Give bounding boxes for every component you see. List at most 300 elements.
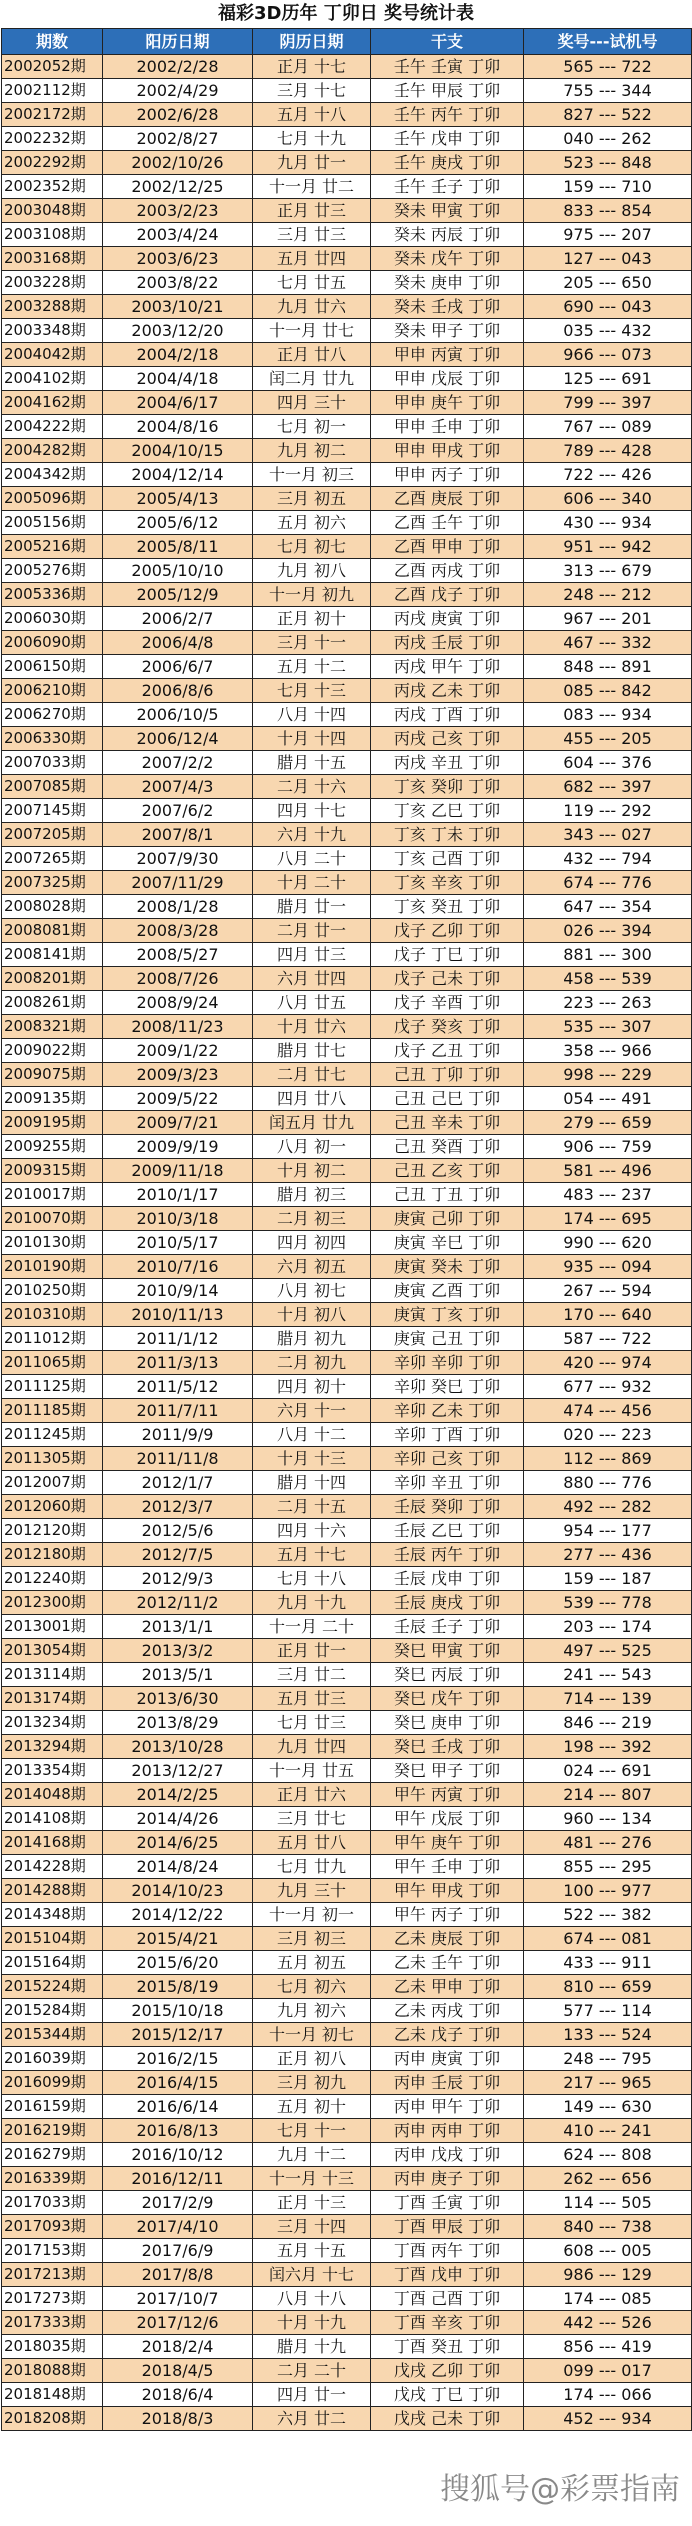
cell-ganzhi: 甲午 壬申 丁卯 [371, 1855, 524, 1879]
cell-numbers: 581 --- 496 [524, 1159, 692, 1183]
cell-lunar-date: 正月 初八 [253, 2047, 371, 2071]
cell-ganzhi: 丙戌 乙未 丁卯 [371, 679, 524, 703]
cell-solar-date: 2011/1/12 [103, 1327, 253, 1351]
table-row [2, 1159, 692, 1183]
cell-ganzhi: 甲申 丙子 丁卯 [371, 463, 524, 487]
cell-issue: 2010130期 [2, 1231, 103, 1255]
cell-lunar-date: 七月 廿九 [253, 1855, 371, 1879]
cell-lunar-date: 闰六月 十七 [253, 2263, 371, 2287]
cell-ganzhi: 丙申 甲午 丁卯 [371, 2095, 524, 2119]
cell-ganzhi: 丁亥 辛亥 丁卯 [371, 871, 524, 895]
table-row [2, 463, 692, 487]
cell-issue: 2013001期 [2, 1615, 103, 1639]
cell-ganzhi: 丙申 庚子 丁卯 [371, 2167, 524, 2191]
cell-numbers: 677 --- 932 [524, 1375, 692, 1399]
cell-numbers: 035 --- 432 [524, 319, 692, 343]
cell-numbers: 159 --- 710 [524, 175, 692, 199]
cell-lunar-date: 五月 初五 [253, 1951, 371, 1975]
cell-issue: 2009135期 [2, 1087, 103, 1111]
cell-solar-date: 2011/5/12 [103, 1375, 253, 1399]
cell-numbers: 277 --- 436 [524, 1543, 692, 1567]
cell-ganzhi: 戊子 乙卯 丁卯 [371, 919, 524, 943]
cell-ganzhi: 戊子 己未 丁卯 [371, 967, 524, 991]
table-row [2, 55, 692, 79]
table-row [2, 1879, 692, 1903]
cell-ganzhi: 丙申 丙申 丁卯 [371, 2119, 524, 2143]
cell-issue: 2002052期 [2, 55, 103, 79]
cell-numbers: 432 --- 794 [524, 847, 692, 871]
cell-solar-date: 2017/6/9 [103, 2239, 253, 2263]
cell-lunar-date: 三月 十一 [253, 631, 371, 655]
cell-solar-date: 2013/5/1 [103, 1663, 253, 1687]
table-row [2, 2239, 692, 2263]
table-row [2, 679, 692, 703]
cell-lunar-date: 二月 二十 [253, 2359, 371, 2383]
cell-ganzhi: 辛卯 丁酉 丁卯 [371, 1423, 524, 1447]
cell-solar-date: 2014/10/23 [103, 1879, 253, 1903]
table-row [2, 1039, 692, 1063]
table-row [2, 2215, 692, 2239]
cell-solar-date: 2010/7/16 [103, 1255, 253, 1279]
cell-lunar-date: 五月 十二 [253, 655, 371, 679]
table-row [2, 775, 692, 799]
cell-solar-date: 2003/8/22 [103, 271, 253, 295]
cell-issue: 2010250期 [2, 1279, 103, 1303]
cell-ganzhi: 甲申 壬申 丁卯 [371, 415, 524, 439]
cell-ganzhi: 癸未 丙辰 丁卯 [371, 223, 524, 247]
cell-numbers: 198 --- 392 [524, 1735, 692, 1759]
cell-solar-date: 2006/10/5 [103, 703, 253, 727]
cell-solar-date: 2002/10/26 [103, 151, 253, 175]
cell-numbers: 020 --- 223 [524, 1423, 692, 1447]
cell-lunar-date: 三月 廿七 [253, 1807, 371, 1831]
cell-issue: 2002352期 [2, 175, 103, 199]
cell-issue: 2002172期 [2, 103, 103, 127]
cell-solar-date: 2016/4/15 [103, 2071, 253, 2095]
table-row [2, 1639, 692, 1663]
cell-lunar-date: 十一月 廿七 [253, 319, 371, 343]
cell-ganzhi: 己丑 丁丑 丁卯 [371, 1183, 524, 1207]
table-row [2, 655, 692, 679]
cell-ganzhi: 己丑 己巳 丁卯 [371, 1087, 524, 1111]
table-row [2, 1183, 692, 1207]
table-row [2, 799, 692, 823]
cell-ganzhi: 丙戌 辛丑 丁卯 [371, 751, 524, 775]
cell-lunar-date: 四月 初四 [253, 1231, 371, 1255]
cell-issue: 2009255期 [2, 1135, 103, 1159]
cell-issue: 2008081期 [2, 919, 103, 943]
cell-lunar-date: 二月 十六 [253, 775, 371, 799]
cell-issue: 2008028期 [2, 895, 103, 919]
cell-ganzhi: 己丑 丁卯 丁卯 [371, 1063, 524, 1087]
cell-solar-date: 2009/1/22 [103, 1039, 253, 1063]
cell-solar-date: 2003/12/20 [103, 319, 253, 343]
cell-lunar-date: 腊月 初九 [253, 1327, 371, 1351]
cell-solar-date: 2015/8/19 [103, 1975, 253, 1999]
cell-ganzhi: 乙未 甲申 丁卯 [371, 1975, 524, 1999]
cell-numbers: 565 --- 722 [524, 55, 692, 79]
cell-issue: 2004102期 [2, 367, 103, 391]
cell-solar-date: 2002/2/28 [103, 55, 253, 79]
cell-solar-date: 2014/2/25 [103, 1783, 253, 1807]
table-row [2, 1567, 692, 1591]
cell-lunar-date: 九月 初六 [253, 1999, 371, 2023]
table-row [2, 1087, 692, 1111]
cell-ganzhi: 丙戌 壬辰 丁卯 [371, 631, 524, 655]
cell-issue: 2009195期 [2, 1111, 103, 1135]
cell-lunar-date: 五月 廿八 [253, 1831, 371, 1855]
cell-numbers: 467 --- 332 [524, 631, 692, 655]
table-row [2, 967, 692, 991]
cell-numbers: 935 --- 094 [524, 1255, 692, 1279]
cell-issue: 2014168期 [2, 1831, 103, 1855]
cell-ganzhi: 丁亥 癸卯 丁卯 [371, 775, 524, 799]
cell-ganzhi: 丁酉 丙午 丁卯 [371, 2239, 524, 2263]
cell-lunar-date: 十一月 初七 [253, 2023, 371, 2047]
cell-solar-date: 2013/10/28 [103, 1735, 253, 1759]
cell-numbers: 262 --- 656 [524, 2167, 692, 2191]
table-row [2, 2311, 692, 2335]
cell-ganzhi: 乙未 庚辰 丁卯 [371, 1927, 524, 1951]
cell-lunar-date: 七月 初七 [253, 535, 371, 559]
cell-solar-date: 2013/3/2 [103, 1639, 253, 1663]
cell-solar-date: 2007/6/2 [103, 799, 253, 823]
cell-lunar-date: 九月 廿一 [253, 151, 371, 175]
cell-issue: 2010310期 [2, 1303, 103, 1327]
cell-ganzhi: 甲午 丙寅 丁卯 [371, 1783, 524, 1807]
cell-lunar-date: 五月 初六 [253, 511, 371, 535]
cell-lunar-date: 八月 十二 [253, 1423, 371, 1447]
table-row [2, 1951, 692, 1975]
table-row [2, 1135, 692, 1159]
table-row [2, 2359, 692, 2383]
cell-ganzhi: 丁酉 辛亥 丁卯 [371, 2311, 524, 2335]
cell-lunar-date: 四月 廿八 [253, 1087, 371, 1111]
cell-issue: 2007265期 [2, 847, 103, 871]
cell-numbers: 214 --- 807 [524, 1783, 692, 1807]
cell-numbers: 442 --- 526 [524, 2311, 692, 2335]
cell-issue: 2002112期 [2, 79, 103, 103]
cell-solar-date: 2018/6/4 [103, 2383, 253, 2407]
cell-numbers: 024 --- 691 [524, 1759, 692, 1783]
cell-lunar-date: 十一月 初九 [253, 583, 371, 607]
cell-solar-date: 2003/2/23 [103, 199, 253, 223]
table-row [2, 919, 692, 943]
cell-solar-date: 2012/5/6 [103, 1519, 253, 1543]
cell-solar-date: 2002/6/28 [103, 103, 253, 127]
table-row [2, 1975, 692, 1999]
cell-ganzhi: 癸未 壬戌 丁卯 [371, 295, 524, 319]
cell-issue: 2005336期 [2, 583, 103, 607]
cell-solar-date: 2003/10/21 [103, 295, 253, 319]
cell-numbers: 674 --- 081 [524, 1927, 692, 1951]
cell-ganzhi: 甲午 戊辰 丁卯 [371, 1807, 524, 1831]
table-row [2, 1351, 692, 1375]
cell-ganzhi: 戊戌 乙卯 丁卯 [371, 2359, 524, 2383]
cell-solar-date: 2009/11/18 [103, 1159, 253, 1183]
table-row [2, 871, 692, 895]
cell-ganzhi: 壬午 甲辰 丁卯 [371, 79, 524, 103]
cell-solar-date: 2002/12/25 [103, 175, 253, 199]
table-row [2, 1231, 692, 1255]
cell-lunar-date: 七月 十三 [253, 679, 371, 703]
cell-ganzhi: 己丑 乙亥 丁卯 [371, 1159, 524, 1183]
table-row [2, 1495, 692, 1519]
cell-issue: 2012060期 [2, 1495, 103, 1519]
cell-numbers: 248 --- 795 [524, 2047, 692, 2071]
cell-ganzhi: 丁亥 癸丑 丁卯 [371, 895, 524, 919]
cell-issue: 2015104期 [2, 1927, 103, 1951]
cell-numbers: 523 --- 848 [524, 151, 692, 175]
cell-ganzhi: 癸巳 壬戌 丁卯 [371, 1735, 524, 1759]
cell-solar-date: 2006/12/4 [103, 727, 253, 751]
cell-solar-date: 2007/11/29 [103, 871, 253, 895]
cell-ganzhi: 癸未 甲寅 丁卯 [371, 199, 524, 223]
cell-issue: 2008201期 [2, 967, 103, 991]
cell-issue: 2004162期 [2, 391, 103, 415]
cell-solar-date: 2015/6/20 [103, 1951, 253, 1975]
cell-ganzhi: 丙申 庚寅 丁卯 [371, 2047, 524, 2071]
cell-lunar-date: 四月 初十 [253, 1375, 371, 1399]
cell-numbers: 722 --- 426 [524, 463, 692, 487]
cell-numbers: 483 --- 237 [524, 1183, 692, 1207]
cell-lunar-date: 二月 廿一 [253, 919, 371, 943]
cell-solar-date: 2014/12/22 [103, 1903, 253, 1927]
cell-solar-date: 2016/10/12 [103, 2143, 253, 2167]
table-row [2, 1735, 692, 1759]
table-row [2, 2335, 692, 2359]
cell-numbers: 990 --- 620 [524, 1231, 692, 1255]
table-row [2, 1831, 692, 1855]
cell-ganzhi: 丙申 壬辰 丁卯 [371, 2071, 524, 2095]
cell-issue: 2003048期 [2, 199, 103, 223]
cell-ganzhi: 丁酉 己酉 丁卯 [371, 2287, 524, 2311]
cell-lunar-date: 八月 十四 [253, 703, 371, 727]
cell-numbers: 647 --- 354 [524, 895, 692, 919]
table-row [2, 991, 692, 1015]
cell-solar-date: 2012/9/3 [103, 1567, 253, 1591]
cell-solar-date: 2005/12/9 [103, 583, 253, 607]
table-row [2, 487, 692, 511]
cell-ganzhi: 乙酉 甲申 丁卯 [371, 535, 524, 559]
cell-ganzhi: 庚寅 丁亥 丁卯 [371, 1303, 524, 1327]
table-row [2, 1327, 692, 1351]
cell-solar-date: 2007/9/30 [103, 847, 253, 871]
cell-issue: 2014048期 [2, 1783, 103, 1807]
cell-numbers: 159 --- 187 [524, 1567, 692, 1591]
lottery-statistics-table [1, 28, 692, 2431]
cell-issue: 2012300期 [2, 1591, 103, 1615]
cell-issue: 2007205期 [2, 823, 103, 847]
cell-issue: 2012240期 [2, 1567, 103, 1591]
cell-numbers: 840 --- 738 [524, 2215, 692, 2239]
cell-ganzhi: 壬辰 戊申 丁卯 [371, 1567, 524, 1591]
cell-numbers: 856 --- 419 [524, 2335, 692, 2359]
table-row [2, 1807, 692, 1831]
table-title: 福彩3D历年 丁卯日 奖号统计表 [0, 0, 692, 28]
cell-numbers: 241 --- 543 [524, 1663, 692, 1687]
cell-solar-date: 2016/2/15 [103, 2047, 253, 2071]
table-row [2, 2095, 692, 2119]
cell-numbers: 420 --- 974 [524, 1351, 692, 1375]
cell-numbers: 083 --- 934 [524, 703, 692, 727]
cell-ganzhi: 戊子 辛酉 丁卯 [371, 991, 524, 1015]
cell-numbers: 114 --- 505 [524, 2191, 692, 2215]
cell-numbers: 223 --- 263 [524, 991, 692, 1015]
cell-ganzhi: 甲申 丙寅 丁卯 [371, 343, 524, 367]
cell-solar-date: 2004/2/18 [103, 343, 253, 367]
cell-numbers: 170 --- 640 [524, 1303, 692, 1327]
cell-numbers: 966 --- 073 [524, 343, 692, 367]
table-row [2, 2143, 692, 2167]
cell-solar-date: 2011/7/11 [103, 1399, 253, 1423]
table-row [2, 1519, 692, 1543]
cell-lunar-date: 二月 十五 [253, 1495, 371, 1519]
cell-ganzhi: 甲午 庚午 丁卯 [371, 1831, 524, 1855]
cell-lunar-date: 八月 初七 [253, 1279, 371, 1303]
cell-lunar-date: 腊月 廿一 [253, 895, 371, 919]
cell-ganzhi: 壬辰 庚戌 丁卯 [371, 1591, 524, 1615]
cell-ganzhi: 甲申 戊辰 丁卯 [371, 367, 524, 391]
cell-issue: 2004342期 [2, 463, 103, 487]
cell-numbers: 497 --- 525 [524, 1639, 692, 1663]
cell-solar-date: 2017/4/10 [103, 2215, 253, 2239]
cell-issue: 2005156期 [2, 511, 103, 535]
cell-lunar-date: 四月 廿一 [253, 2383, 371, 2407]
cell-issue: 2005276期 [2, 559, 103, 583]
cell-numbers: 358 --- 966 [524, 1039, 692, 1063]
cell-numbers: 986 --- 129 [524, 2263, 692, 2287]
table-row [2, 847, 692, 871]
cell-ganzhi: 壬午 壬子 丁卯 [371, 175, 524, 199]
cell-ganzhi: 丙戌 庚寅 丁卯 [371, 607, 524, 631]
cell-numbers: 127 --- 043 [524, 247, 692, 271]
header-ganzhi: 干支 [371, 29, 524, 55]
cell-issue: 2017093期 [2, 2215, 103, 2239]
cell-lunar-date: 十一月 廿五 [253, 1759, 371, 1783]
table-row [2, 343, 692, 367]
cell-issue: 2003288期 [2, 295, 103, 319]
cell-solar-date: 2003/4/24 [103, 223, 253, 247]
cell-ganzhi: 壬午 庚戌 丁卯 [371, 151, 524, 175]
cell-lunar-date: 九月 廿六 [253, 295, 371, 319]
cell-issue: 2007033期 [2, 751, 103, 775]
cell-lunar-date: 三月 十七 [253, 79, 371, 103]
cell-numbers: 040 --- 262 [524, 127, 692, 151]
cell-ganzhi: 癸未 甲子 丁卯 [371, 319, 524, 343]
cell-lunar-date: 七月 廿五 [253, 271, 371, 295]
cell-issue: 2003228期 [2, 271, 103, 295]
cell-issue: 2014108期 [2, 1807, 103, 1831]
cell-numbers: 410 --- 241 [524, 2119, 692, 2143]
cell-ganzhi: 癸巳 甲子 丁卯 [371, 1759, 524, 1783]
header-numbers: 奖号---试机号 [524, 29, 692, 55]
cell-lunar-date: 六月 十一 [253, 1399, 371, 1423]
cell-lunar-date: 九月 廿四 [253, 1735, 371, 1759]
cell-numbers: 799 --- 397 [524, 391, 692, 415]
cell-ganzhi: 戊戌 丁巳 丁卯 [371, 2383, 524, 2407]
cell-ganzhi: 丁亥 己酉 丁卯 [371, 847, 524, 871]
cell-numbers: 848 --- 891 [524, 655, 692, 679]
table-row [2, 1447, 692, 1471]
cell-lunar-date: 十月 二十 [253, 871, 371, 895]
table-row [2, 271, 692, 295]
cell-lunar-date: 七月 十八 [253, 1567, 371, 1591]
cell-lunar-date: 二月 廿七 [253, 1063, 371, 1087]
cell-ganzhi: 辛卯 癸巳 丁卯 [371, 1375, 524, 1399]
table-row [2, 1903, 692, 1927]
cell-solar-date: 2012/11/2 [103, 1591, 253, 1615]
cell-lunar-date: 腊月 十四 [253, 1471, 371, 1495]
cell-lunar-date: 三月 初三 [253, 1927, 371, 1951]
table-row [2, 1423, 692, 1447]
cell-issue: 2007145期 [2, 799, 103, 823]
cell-ganzhi: 辛卯 辛卯 丁卯 [371, 1351, 524, 1375]
cell-numbers: 604 --- 376 [524, 751, 692, 775]
cell-solar-date: 2014/4/26 [103, 1807, 253, 1831]
cell-lunar-date: 九月 初二 [253, 439, 371, 463]
table-row [2, 2287, 692, 2311]
cell-lunar-date: 八月 十八 [253, 2287, 371, 2311]
cell-ganzhi: 庚寅 己丑 丁卯 [371, 1327, 524, 1351]
cell-ganzhi: 乙未 丙戌 丁卯 [371, 1999, 524, 2023]
cell-issue: 2011125期 [2, 1375, 103, 1399]
cell-lunar-date: 八月 二十 [253, 847, 371, 871]
cell-issue: 2007325期 [2, 871, 103, 895]
cell-lunar-date: 腊月 十五 [253, 751, 371, 775]
watermark: 搜狐号@彩票指南 [440, 2472, 680, 2507]
cell-lunar-date: 六月 廿四 [253, 967, 371, 991]
cell-numbers: 433 --- 911 [524, 1951, 692, 1975]
cell-lunar-date: 十一月 初一 [253, 1903, 371, 1927]
cell-numbers: 149 --- 630 [524, 2095, 692, 2119]
cell-solar-date: 2007/2/2 [103, 751, 253, 775]
cell-lunar-date: 二月 初九 [253, 1351, 371, 1375]
cell-lunar-date: 腊月 十九 [253, 2335, 371, 2359]
cell-ganzhi: 丁酉 甲辰 丁卯 [371, 2215, 524, 2239]
cell-solar-date: 2011/9/9 [103, 1423, 253, 1447]
cell-lunar-date: 五月 初十 [253, 2095, 371, 2119]
table-row [2, 2191, 692, 2215]
table-row [2, 151, 692, 175]
cell-numbers: 217 --- 965 [524, 2071, 692, 2095]
cell-numbers: 608 --- 005 [524, 2239, 692, 2263]
cell-ganzhi: 癸巳 丙辰 丁卯 [371, 1663, 524, 1687]
cell-numbers: 975 --- 207 [524, 223, 692, 247]
cell-numbers: 690 --- 043 [524, 295, 692, 319]
table-row [2, 1303, 692, 1327]
cell-ganzhi: 乙酉 壬午 丁卯 [371, 511, 524, 535]
table-row [2, 223, 692, 247]
cell-numbers: 606 --- 340 [524, 487, 692, 511]
cell-lunar-date: 十月 十九 [253, 2311, 371, 2335]
cell-solar-date: 2017/10/7 [103, 2287, 253, 2311]
table-row [2, 559, 692, 583]
cell-numbers: 203 --- 174 [524, 1615, 692, 1639]
cell-solar-date: 2015/4/21 [103, 1927, 253, 1951]
table-row [2, 583, 692, 607]
cell-solar-date: 2010/11/13 [103, 1303, 253, 1327]
table-row [2, 727, 692, 751]
cell-ganzhi: 甲申 甲戌 丁卯 [371, 439, 524, 463]
cell-numbers: 481 --- 276 [524, 1831, 692, 1855]
cell-issue: 2017333期 [2, 2311, 103, 2335]
cell-issue: 2010190期 [2, 1255, 103, 1279]
cell-lunar-date: 六月 十九 [253, 823, 371, 847]
cell-lunar-date: 四月 廿三 [253, 943, 371, 967]
cell-ganzhi: 壬辰 乙巳 丁卯 [371, 1519, 524, 1543]
cell-lunar-date: 四月 三十 [253, 391, 371, 415]
